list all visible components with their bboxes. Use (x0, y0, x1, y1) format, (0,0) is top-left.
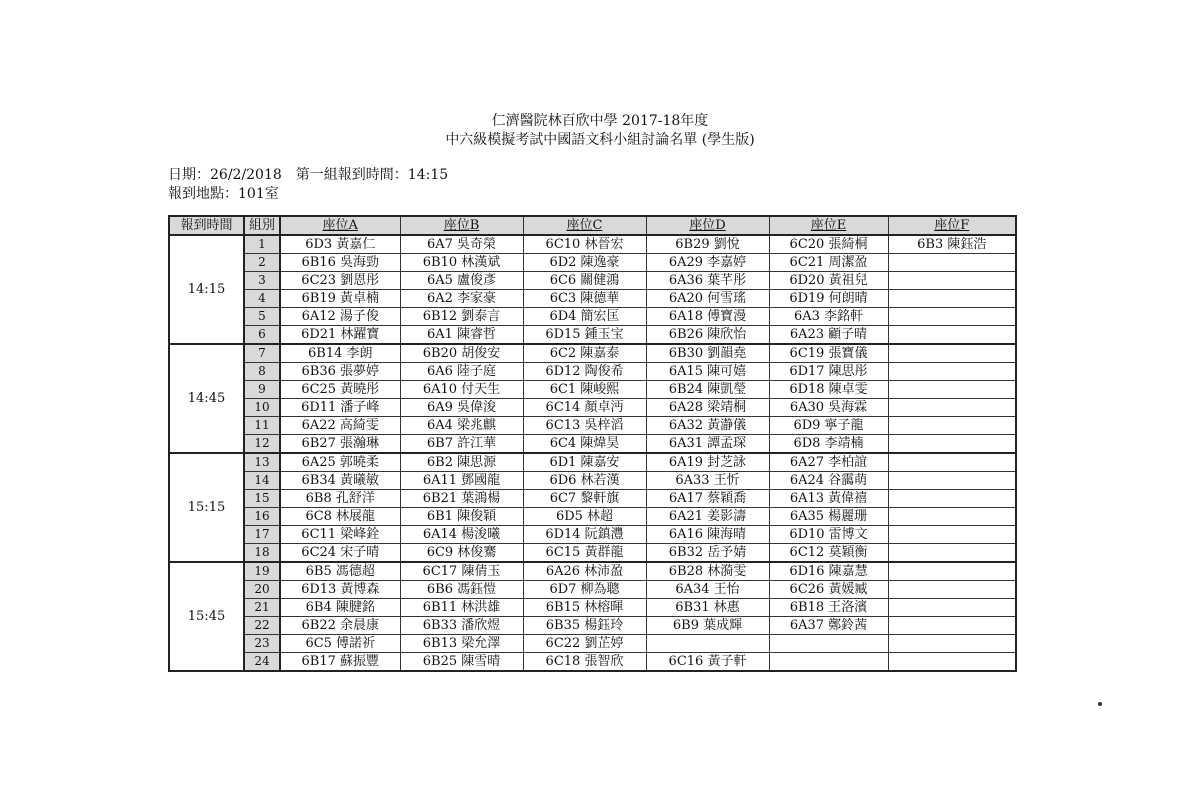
seat-cell: 6A19 封芝詠 (646, 453, 769, 472)
seat-cell (888, 417, 1016, 435)
table-row (169, 381, 1016, 399)
seat-cell: 6A3 李銘軒 (769, 308, 888, 326)
group-number-cell: 17 (244, 526, 280, 544)
seat-cell: 6A2 李家豪 (400, 290, 523, 308)
seat-cell: 6B8 孔舒洋 (280, 490, 400, 508)
seat-cell: 6A20 何雪瑤 (646, 290, 769, 308)
header-group: 組別 (244, 216, 280, 235)
group-number-cell: 20 (244, 581, 280, 599)
group-number-cell: 19 (244, 562, 280, 581)
seat-cell: 6D1 陳嘉安 (523, 453, 646, 472)
document-subtitle: 中六級模擬考試中國語文科小組討論名單 (學生版) (445, 132, 755, 148)
seat-cell: 6A16 陳海晴 (646, 526, 769, 544)
seat-cell: 6D4 簡宏匡 (523, 308, 646, 326)
seat-cell: 6A31 譚孟琛 (646, 435, 769, 454)
seat-cell (888, 435, 1016, 454)
table-header-row (169, 216, 1016, 235)
table-row (169, 562, 1016, 581)
seat-cell: 6D19 何朗晴 (769, 290, 888, 308)
seat-cell: 6B36 張夢婷 (280, 363, 400, 381)
table-row (169, 363, 1016, 381)
table-row (169, 599, 1016, 617)
seat-cell: 6C15 黃群龍 (523, 544, 646, 563)
table-row (169, 417, 1016, 435)
seat-cell: 6A37 鄭鈴茜 (769, 617, 888, 635)
header-seat-b: 座位B (400, 216, 523, 235)
seat-cell (888, 308, 1016, 326)
seat-cell: 6D21 林躍寶 (280, 326, 400, 345)
seat-cell (888, 272, 1016, 290)
seat-cell: 6D17 陳思彤 (769, 363, 888, 381)
seat-cell: 6B14 李朗 (280, 344, 400, 363)
seat-cell (888, 344, 1016, 363)
seat-cell: 6C8 林展龍 (280, 508, 400, 526)
seat-cell: 6C22 劉芷婷 (523, 635, 646, 653)
seat-cell: 6B1 陳俊穎 (400, 508, 523, 526)
seat-cell: 6C6 關健鴻 (523, 272, 646, 290)
seat-cell: 6B6 馮鈺愷 (400, 581, 523, 599)
seat-cell (888, 526, 1016, 544)
seat-cell (888, 599, 1016, 617)
seat-cell: 6C10 林晉宏 (523, 235, 646, 254)
seat-cell: 6B32 岳予婧 (646, 544, 769, 563)
report-time-cell: 14:15 (169, 235, 244, 344)
group-number-cell: 9 (244, 381, 280, 399)
group-number-cell: 2 (244, 254, 280, 272)
seat-cell: 6D15 鍾玉宝 (523, 326, 646, 345)
table-row (169, 635, 1016, 653)
seat-cell: 6A29 李嘉婷 (646, 254, 769, 272)
seat-cell (888, 581, 1016, 599)
group-number-cell: 23 (244, 635, 280, 653)
seat-cell: 6C25 黃曉彤 (280, 381, 400, 399)
seat-cell: 6B30 劉韻堯 (646, 344, 769, 363)
seat-cell: 6D12 陶俊希 (523, 363, 646, 381)
header-seat-a: 座位A (280, 216, 400, 235)
group-number-cell: 11 (244, 417, 280, 435)
seat-cell (888, 544, 1016, 563)
group-number-cell: 18 (244, 544, 280, 563)
seat-cell: 6A18 傅寶漫 (646, 308, 769, 326)
seat-cell: 6A6 陸子庭 (400, 363, 523, 381)
seat-cell: 6C11 梁峰銓 (280, 526, 400, 544)
table-row (169, 254, 1016, 272)
seat-cell (888, 399, 1016, 417)
seat-cell: 6A9 吳偉浚 (400, 399, 523, 417)
seat-cell: 6D7 柳為聰 (523, 581, 646, 599)
group-number-cell: 10 (244, 399, 280, 417)
group-number-cell: 4 (244, 290, 280, 308)
seat-cell: 6B9 葉成輝 (646, 617, 769, 635)
group-number-cell: 12 (244, 435, 280, 454)
report-time-cell: 15:45 (169, 562, 244, 671)
seat-cell: 6B35 楊鈺玲 (523, 617, 646, 635)
group-number-cell: 21 (244, 599, 280, 617)
discussion-group-table (168, 215, 1017, 672)
seat-cell: 6C13 吳梓滔 (523, 417, 646, 435)
seat-cell: 6A13 黃偉禧 (769, 490, 888, 508)
seat-cell: 6C1 陳峻熙 (523, 381, 646, 399)
table-row (169, 581, 1016, 599)
group-number-cell: 6 (244, 326, 280, 345)
group-number-cell: 8 (244, 363, 280, 381)
seat-cell: 6A25 郭曉柔 (280, 453, 400, 472)
seat-cell: 6B18 王洛濱 (769, 599, 888, 617)
header-seat-e: 座位E (769, 216, 888, 235)
seat-cell (888, 472, 1016, 490)
seat-cell: 6B20 胡俊安 (400, 344, 523, 363)
seat-cell: 6A21 姜影濤 (646, 508, 769, 526)
seat-cell: 6B16 吳海勁 (280, 254, 400, 272)
seat-cell: 6A14 楊浚曦 (400, 526, 523, 544)
group-number-cell: 7 (244, 344, 280, 363)
seat-cell: 6A24 谷靄萌 (769, 472, 888, 490)
first-group-time-label: 第一組報到時間：14:15 (295, 167, 449, 183)
seat-cell: 6A22 高綺雯 (280, 417, 400, 435)
seat-cell: 6B34 黃曦敏 (280, 472, 400, 490)
seat-cell: 6B3 陳鈺浩 (888, 235, 1016, 254)
seat-cell: 6D6 林若漢 (523, 472, 646, 490)
seat-cell (888, 290, 1016, 308)
header-time: 報到時間 (169, 216, 244, 235)
seat-cell: 6D14 阮鎮灃 (523, 526, 646, 544)
seat-cell (888, 254, 1016, 272)
seat-cell: 6A5 盧俊彥 (400, 272, 523, 290)
seat-cell (888, 635, 1016, 653)
seat-cell: 6D3 黃嘉仁 (280, 235, 400, 254)
seat-cell: 6D9 寧子龍 (769, 417, 888, 435)
header-seat-d: 座位D (646, 216, 769, 235)
meta-line-date (168, 166, 448, 184)
seat-cell: 6B15 林榕暉 (523, 599, 646, 617)
seat-cell: 6A35 楊麗珊 (769, 508, 888, 526)
document-title: 仁濟醫院林百欣中學 2017-18年度 (491, 113, 709, 129)
seat-cell: 6D10 雷博文 (769, 526, 888, 544)
seat-cell: 6B29 劉悅 (646, 235, 769, 254)
group-number-cell: 3 (244, 272, 280, 290)
seat-cell: 6D8 李靖楠 (769, 435, 888, 454)
seat-cell: 6B10 林漢斌 (400, 254, 523, 272)
seat-cell: 6A11 鄧國龍 (400, 472, 523, 490)
seat-cell: 6B24 陳凱瑩 (646, 381, 769, 399)
seat-cell (888, 363, 1016, 381)
seat-cell: 6A26 林沛盈 (523, 562, 646, 581)
seat-cell: 6A12 湯子俊 (280, 308, 400, 326)
seat-cell: 6D16 陳嘉慧 (769, 562, 888, 581)
scan-dot (1098, 702, 1102, 706)
report-time-cell: 15:15 (169, 453, 244, 562)
seat-cell: 6C18 張智欣 (523, 653, 646, 672)
group-number-cell: 1 (244, 235, 280, 254)
location-label: 報到地點：101室 (168, 186, 279, 202)
seat-cell: 6D13 黃博森 (280, 581, 400, 599)
seat-cell: 6C16 黃子軒 (646, 653, 769, 672)
seat-cell (888, 381, 1016, 399)
table-row (169, 308, 1016, 326)
seat-cell (888, 490, 1016, 508)
group-number-cell: 5 (244, 308, 280, 326)
seat-cell: 6B31 林惠 (646, 599, 769, 617)
seat-cell: 6B19 黃卓楠 (280, 290, 400, 308)
seat-cell: 6C5 傅諾祈 (280, 635, 400, 653)
seat-cell: 6D18 陳卓雯 (769, 381, 888, 399)
seat-cell: 6B12 劉泰言 (400, 308, 523, 326)
seat-cell: 6B28 林漪雯 (646, 562, 769, 581)
seat-cell: 6B22 余晨康 (280, 617, 400, 635)
seat-cell: 6C17 陳倩玉 (400, 562, 523, 581)
seat-cell: 6A4 梁兆麒 (400, 417, 523, 435)
table-row (169, 344, 1016, 363)
group-number-cell: 13 (244, 453, 280, 472)
seat-cell: 6B27 張瀚琳 (280, 435, 400, 454)
table-row (169, 544, 1016, 563)
table-row (169, 399, 1016, 417)
seat-cell: 6A15 陳可嬉 (646, 363, 769, 381)
seat-cell: 6A28 梁靖桐 (646, 399, 769, 417)
seat-cell: 6B17 蘇振豐 (280, 653, 400, 672)
seat-cell: 6B11 林洪雄 (400, 599, 523, 617)
seat-cell: 6D2 陳逸豪 (523, 254, 646, 272)
table-body (169, 235, 1016, 671)
seat-cell: 6C7 黎軒旗 (523, 490, 646, 508)
table-row (169, 235, 1016, 254)
seat-cell (769, 653, 888, 672)
seat-cell: 6A27 李柏誼 (769, 453, 888, 472)
seat-cell: 6A17 蔡穎喬 (646, 490, 769, 508)
table-row (169, 653, 1016, 672)
table-row (169, 472, 1016, 490)
seat-cell (888, 508, 1016, 526)
seat-cell: 6A32 黃瀞儀 (646, 417, 769, 435)
seat-cell: 6D11 潘子峰 (280, 399, 400, 417)
group-number-cell: 15 (244, 490, 280, 508)
seat-cell: 6C4 陳煒昊 (523, 435, 646, 454)
seat-cell (888, 562, 1016, 581)
seat-cell: 6B26 陳欣怡 (646, 326, 769, 345)
seat-cell: 6A34 王怡 (646, 581, 769, 599)
seat-cell: 6D5 林超 (523, 508, 646, 526)
seat-cell: 6C12 莫穎衡 (769, 544, 888, 563)
seat-cell: 6B5 馮德超 (280, 562, 400, 581)
seat-cell: 6A36 葉芊彤 (646, 272, 769, 290)
seat-cell: 6C20 張綺桐 (769, 235, 888, 254)
table-row (169, 490, 1016, 508)
seat-cell (646, 635, 769, 653)
group-number-cell: 16 (244, 508, 280, 526)
seat-cell: 6B13 梁允澤 (400, 635, 523, 653)
seat-cell: 6C26 黃媛臧 (769, 581, 888, 599)
seat-cell: 6B33 潘欣煜 (400, 617, 523, 635)
table-row (169, 326, 1016, 345)
seat-cell (888, 617, 1016, 635)
group-number-cell: 14 (244, 472, 280, 490)
seat-cell: 6C23 劉恩彤 (280, 272, 400, 290)
seat-cell: 6C14 顏卓沔 (523, 399, 646, 417)
seat-cell: 6C19 張寶儀 (769, 344, 888, 363)
seat-cell (888, 326, 1016, 345)
seat-cell: 6B7 許江華 (400, 435, 523, 454)
table-row (169, 617, 1016, 635)
seat-cell: 6C21 周潔盈 (769, 254, 888, 272)
group-number-cell: 24 (244, 653, 280, 672)
table-row (169, 526, 1016, 544)
seat-cell: 6A1 陳睿哲 (400, 326, 523, 345)
seat-cell: 6C9 林俊騫 (400, 544, 523, 563)
seat-cell (769, 635, 888, 653)
seat-cell: 6B25 陳雪晴 (400, 653, 523, 672)
seat-cell: 6A10 付天生 (400, 381, 523, 399)
seat-cell: 6C2 陳嘉泰 (523, 344, 646, 363)
seat-cell: 6A7 吳奇榮 (400, 235, 523, 254)
seat-cell: 6D20 黃祖兒 (769, 272, 888, 290)
seat-cell: 6B2 陳思源 (400, 453, 523, 472)
table-row (169, 453, 1016, 472)
header-seat-f: 座位F (888, 216, 1016, 235)
seat-cell: 6A33 王忻 (646, 472, 769, 490)
seat-cell: 6B21 葉鴻楊 (400, 490, 523, 508)
seat-cell (888, 453, 1016, 472)
group-number-cell: 22 (244, 617, 280, 635)
seat-cell: 6C24 宋子晴 (280, 544, 400, 563)
table-row (169, 272, 1016, 290)
seat-cell: 6A23 顧子晴 (769, 326, 888, 345)
table-row (169, 435, 1016, 454)
table-row (169, 290, 1016, 308)
seat-cell: 6A30 吳海霖 (769, 399, 888, 417)
header-seat-c: 座位C (523, 216, 646, 235)
seat-cell: 6C3 陳德華 (523, 290, 646, 308)
seat-cell (888, 653, 1016, 672)
report-time-cell: 14:45 (169, 344, 244, 453)
seat-cell: 6B4 陳腱銘 (280, 599, 400, 617)
table-row (169, 508, 1016, 526)
date-label: 日期：26/2/2018 (168, 167, 282, 183)
